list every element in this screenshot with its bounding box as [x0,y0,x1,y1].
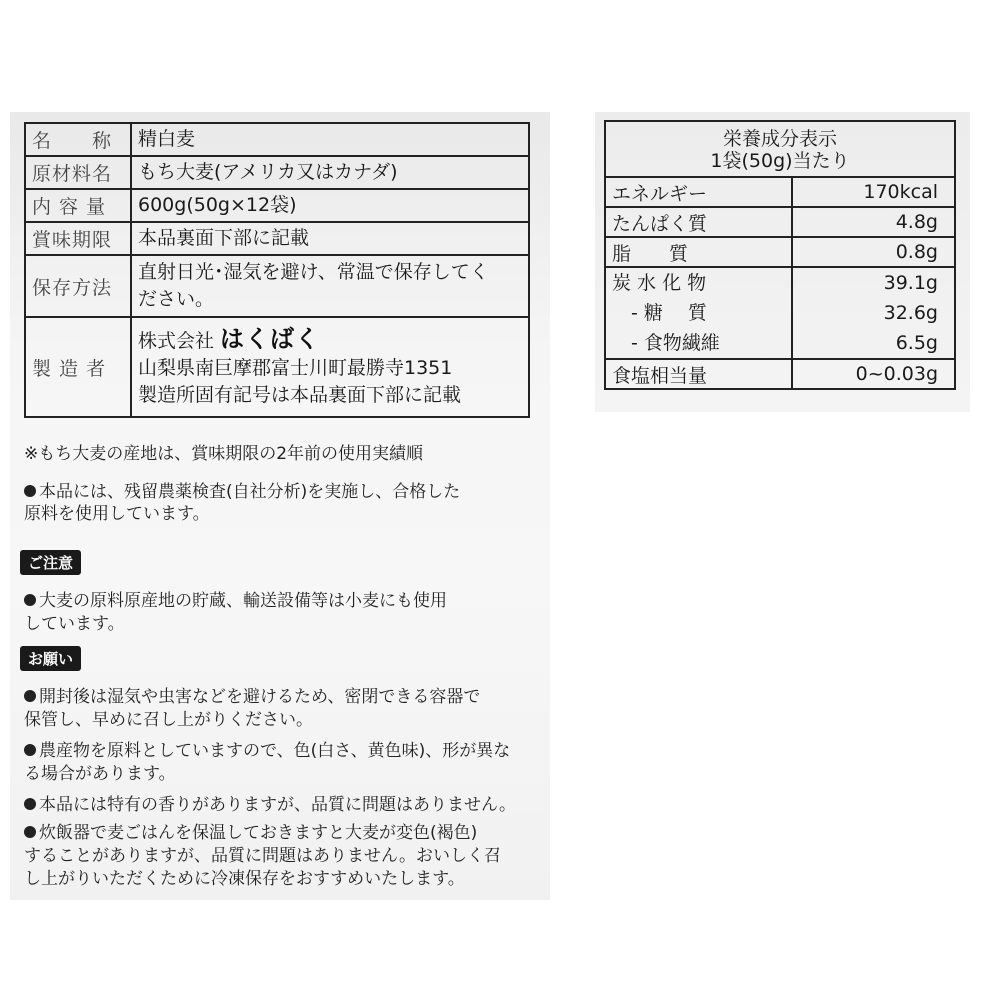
product-info-table [24,122,530,418]
request-badge: お願い [20,646,81,671]
table-row [25,123,529,156]
nutrient-label: 炭 水 化 物 [612,272,707,294]
row-key: 内 容 量 [25,189,131,222]
nutrient-label: 脂 質 [605,237,792,267]
table-row [25,156,529,189]
nutrient-value: 170kcal [792,177,955,207]
nutrient-label: たんぱく質 [605,207,792,237]
nutrient-value: 4.8g [792,207,955,237]
nutrient-label: エネルギー [605,177,792,207]
bullet-icon [24,798,36,810]
row-value [131,317,529,417]
bullet-icon [24,485,36,497]
note-text: 開封後は湿気や虫害などを避けるため、密閉できる容器で [39,687,481,707]
bullet-icon [24,594,36,606]
row-key: 保存方法 [25,255,131,317]
value-line: ださい。 [138,288,215,310]
request-4-line3: し上がりいただくために冷凍保存をおすすめいたします。 [24,869,465,889]
carbohydrate-labels [605,267,792,359]
row-key: 賞味期限 [25,222,131,255]
bullet-icon [24,744,36,756]
nutrient-label: 食塩相当量 [605,359,792,389]
request-4-line1 [24,818,477,843]
row-value: 精白麦 [131,123,529,156]
value-line: 直射日光･湿気を避け、常温で保存してく [138,261,489,283]
table-row [25,189,529,222]
note-text: 本品には特有の香りがありますが、品質に問題はありません。 [39,795,517,815]
row-value: もち大麦(アメリカ又はカナダ) [131,156,529,189]
table-row [25,317,529,417]
request-1-line2: 保管し、早めに召し上がりください。 [24,710,313,730]
nutrition-header [605,121,955,177]
row-key: 名 称 [25,123,131,156]
table-row [25,222,529,255]
request-3-line1 [24,790,516,815]
company-line [138,326,522,355]
note-text: 大麦の原料原産地の貯蔵、輸送設備等は小麦にも使用 [39,591,447,611]
bullet-icon [24,690,36,702]
request-1-line1 [24,682,480,707]
nutrient-value: 0.8g [792,237,955,267]
nutrient-value: 6.5g [895,332,938,354]
nutrition-row [605,177,955,207]
origin-note: ※もち大麦の産地は、賞味期限の2年前の使用実績順 [24,444,424,464]
row-key: 製 造 者 [25,317,131,417]
caution-badge: ご注意 [20,550,81,575]
note-text: 農産物を原料としていますので、色(白さ、黄色味)、形が異な [39,741,511,761]
company-prefix: 株式会社 [138,329,215,352]
row-value [131,255,529,317]
bullet-icon [24,826,36,838]
nutrition-title: 栄養成分表示 [722,128,837,150]
row-key: 原材料名 [25,156,131,189]
carbohydrate-values [792,267,955,359]
nutrition-row [605,207,955,237]
nutrient-value: 0~0.03g [792,359,955,389]
nutrition-header-cell [605,121,955,177]
note-text: 本品には、残留農薬検査(自社分析)を実施し、合格した [39,482,461,502]
caution-line2: しています。 [24,614,125,634]
nutrient-label: - 糖 質 [612,302,707,324]
request-4-line2: することがありますが、品質に問題はありません。おいしく召 [24,846,502,866]
nutrition-table [604,120,956,390]
address-line: 山梨県南巨摩郡富士川町最勝寺1351 [138,356,453,379]
nutrition-subtitle: 1袋(50g)当たり [710,150,850,172]
nutrient-value: 39.1g [883,272,938,294]
note-text: 炊飯器で麦ごはんを保温しておきますと大麦が変色(褐色) [39,823,478,843]
caution-line1 [24,586,447,611]
pesticide-note-line2: 原料を使用しています。 [24,504,210,524]
code-line: 製造所固有記号は本品裏面下部に記載 [138,383,462,406]
row-value: 600g(50g×12袋) [131,189,529,222]
row-value: 本品裏面下部に記載 [131,222,529,255]
nutrition-row [605,237,955,267]
nutrition-row [605,267,955,359]
request-2-line2: る場合があります。 [24,764,176,784]
request-2-line1 [24,736,510,761]
nutrition-row [605,359,955,389]
nutrient-label: - 食物繊維 [612,332,720,354]
brand-logo: はくばく [220,324,321,353]
nutrient-value: 32.6g [883,302,938,324]
table-row [25,255,529,317]
